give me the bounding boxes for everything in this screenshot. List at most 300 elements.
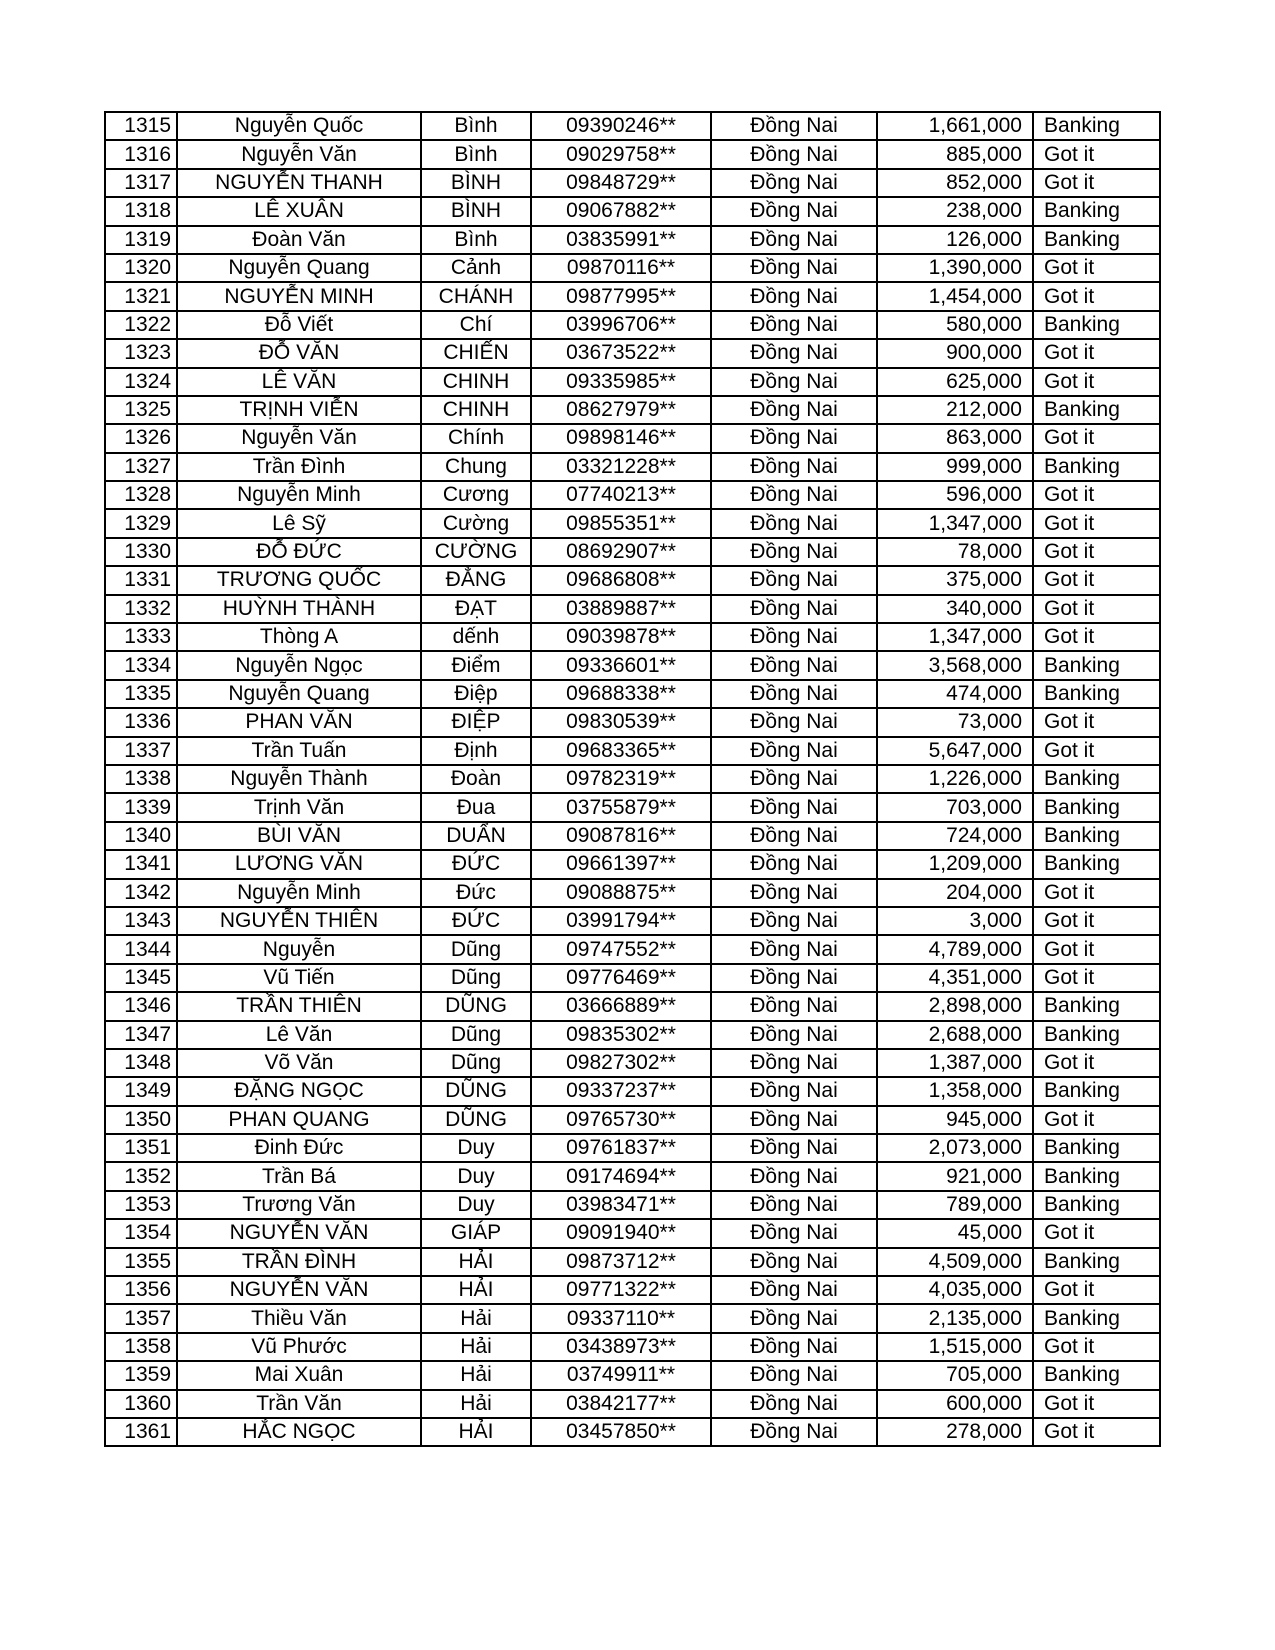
amount-cell: 2,135,000 xyxy=(877,1304,1033,1332)
row-number-cell: 1344 xyxy=(105,935,177,963)
last-name-cell: ĐỖ VĂN xyxy=(177,339,421,367)
amount-cell: 703,000 xyxy=(877,793,1033,821)
status-cell: Got it xyxy=(1033,140,1160,168)
table-row xyxy=(105,708,1160,736)
phone-cell: 03666889** xyxy=(531,992,711,1020)
row-number-cell: 1317 xyxy=(105,169,177,197)
phone-cell: 07740213** xyxy=(531,481,711,509)
last-name-cell: Trần Văn xyxy=(177,1390,421,1418)
row-number-cell: 1332 xyxy=(105,595,177,623)
amount-cell: 1,515,000 xyxy=(877,1333,1033,1361)
first-name-cell: Duy xyxy=(421,1162,531,1190)
table-row xyxy=(105,339,1160,367)
phone-cell: 09336601** xyxy=(531,651,711,679)
amount-cell: 73,000 xyxy=(877,708,1033,736)
last-name-cell: Nguyễn Văn xyxy=(177,424,421,452)
province-cell: Đồng Nai xyxy=(711,992,877,1020)
phone-cell: 09771322** xyxy=(531,1276,711,1304)
row-number-cell: 1352 xyxy=(105,1162,177,1190)
province-cell: Đồng Nai xyxy=(711,424,877,452)
status-cell: Banking xyxy=(1033,680,1160,708)
table-row xyxy=(105,453,1160,481)
table-row xyxy=(105,651,1160,679)
status-cell: Got it xyxy=(1033,368,1160,396)
first-name-cell: Cảnh xyxy=(421,254,531,282)
row-number-cell: 1315 xyxy=(105,112,177,140)
province-cell: Đồng Nai xyxy=(711,481,877,509)
first-name-cell: Hải xyxy=(421,1361,531,1389)
row-number-cell: 1337 xyxy=(105,737,177,765)
amount-cell: 4,509,000 xyxy=(877,1248,1033,1276)
row-number-cell: 1328 xyxy=(105,481,177,509)
amount-cell: 724,000 xyxy=(877,822,1033,850)
first-name-cell: Cường xyxy=(421,509,531,537)
phone-cell: 09855351** xyxy=(531,509,711,537)
row-number-cell: 1318 xyxy=(105,197,177,225)
province-cell: Đồng Nai xyxy=(711,538,877,566)
last-name-cell: PHAN QUANG xyxy=(177,1106,421,1134)
first-name-cell: Hải xyxy=(421,1304,531,1332)
province-cell: Đồng Nai xyxy=(711,1304,877,1332)
status-cell: Banking xyxy=(1033,1361,1160,1389)
table-row xyxy=(105,254,1160,282)
first-name-cell: CHÁNH xyxy=(421,282,531,310)
last-name-cell: Nguyễn Quốc xyxy=(177,112,421,140)
first-name-cell: Chí xyxy=(421,311,531,339)
last-name-cell: NGUYỄN VĂN xyxy=(177,1276,421,1304)
status-cell: Banking xyxy=(1033,992,1160,1020)
province-cell: Đồng Nai xyxy=(711,197,877,225)
status-cell: Got it xyxy=(1033,907,1160,935)
province-cell: Đồng Nai xyxy=(711,1134,877,1162)
province-cell: Đồng Nai xyxy=(711,112,877,140)
phone-cell: 09039878** xyxy=(531,623,711,651)
status-cell: Got it xyxy=(1033,282,1160,310)
table-row xyxy=(105,1049,1160,1077)
status-cell: Got it xyxy=(1033,1106,1160,1134)
last-name-cell: Trần Bá xyxy=(177,1162,421,1190)
province-cell: Đồng Nai xyxy=(711,1333,877,1361)
table-row xyxy=(105,311,1160,339)
status-cell: Banking xyxy=(1033,1191,1160,1219)
status-cell: Got it xyxy=(1033,339,1160,367)
first-name-cell: ĐẠT xyxy=(421,595,531,623)
status-cell: Banking xyxy=(1033,765,1160,793)
province-cell: Đồng Nai xyxy=(711,339,877,367)
table-row xyxy=(105,1248,1160,1276)
status-cell: Banking xyxy=(1033,112,1160,140)
table-row xyxy=(105,765,1160,793)
province-cell: Đồng Nai xyxy=(711,169,877,197)
table-row xyxy=(105,623,1160,651)
row-number-cell: 1324 xyxy=(105,368,177,396)
first-name-cell: Cương xyxy=(421,481,531,509)
last-name-cell: Nguyễn Văn xyxy=(177,140,421,168)
first-name-cell: BÌNH xyxy=(421,197,531,225)
table-row xyxy=(105,1219,1160,1247)
amount-cell: 45,000 xyxy=(877,1219,1033,1247)
row-number-cell: 1359 xyxy=(105,1361,177,1389)
row-number-cell: 1333 xyxy=(105,623,177,651)
phone-cell: 03755879** xyxy=(531,793,711,821)
province-cell: Đồng Nai xyxy=(711,1049,877,1077)
province-cell: Đồng Nai xyxy=(711,566,877,594)
first-name-cell: Dũng xyxy=(421,1021,531,1049)
amount-cell: 278,000 xyxy=(877,1418,1033,1446)
phone-cell: 09337237** xyxy=(531,1077,711,1105)
amount-cell: 945,000 xyxy=(877,1106,1033,1134)
status-cell: Got it xyxy=(1033,1390,1160,1418)
records-body xyxy=(105,112,1160,1446)
phone-cell: 03835991** xyxy=(531,226,711,254)
phone-cell: 09873712** xyxy=(531,1248,711,1276)
phone-cell: 09174694** xyxy=(531,1162,711,1190)
phone-cell: 09029758** xyxy=(531,140,711,168)
row-number-cell: 1338 xyxy=(105,765,177,793)
table-row xyxy=(105,1333,1160,1361)
last-name-cell: NGUYỄN MINH xyxy=(177,282,421,310)
phone-cell: 09390246** xyxy=(531,112,711,140)
row-number-cell: 1357 xyxy=(105,1304,177,1332)
status-cell: Got it xyxy=(1033,1333,1160,1361)
table-row xyxy=(105,1134,1160,1162)
last-name-cell: ĐẶNG NGỌC xyxy=(177,1077,421,1105)
first-name-cell: CHINH xyxy=(421,396,531,424)
phone-cell: 08692907** xyxy=(531,538,711,566)
last-name-cell: Trương Văn xyxy=(177,1191,421,1219)
status-cell: Banking xyxy=(1033,651,1160,679)
status-cell: Banking xyxy=(1033,1162,1160,1190)
amount-cell: 1,209,000 xyxy=(877,850,1033,878)
last-name-cell: Trịnh Văn xyxy=(177,793,421,821)
amount-cell: 999,000 xyxy=(877,453,1033,481)
province-cell: Đồng Nai xyxy=(711,1106,877,1134)
last-name-cell: Trần Tuấn xyxy=(177,737,421,765)
phone-cell: 09870116** xyxy=(531,254,711,282)
province-cell: Đồng Nai xyxy=(711,1219,877,1247)
table-row xyxy=(105,1106,1160,1134)
amount-cell: 5,647,000 xyxy=(877,737,1033,765)
status-cell: Banking xyxy=(1033,1248,1160,1276)
province-cell: Đồng Nai xyxy=(711,509,877,537)
first-name-cell: Dũng xyxy=(421,964,531,992)
first-name-cell: HẢI xyxy=(421,1248,531,1276)
amount-cell: 863,000 xyxy=(877,424,1033,452)
first-name-cell: DUẨN xyxy=(421,822,531,850)
amount-cell: 2,688,000 xyxy=(877,1021,1033,1049)
first-name-cell: CƯỜNG xyxy=(421,538,531,566)
amount-cell: 1,347,000 xyxy=(877,623,1033,651)
phone-cell: 03673522** xyxy=(531,339,711,367)
phone-cell: 03438973** xyxy=(531,1333,711,1361)
row-number-cell: 1326 xyxy=(105,424,177,452)
amount-cell: 852,000 xyxy=(877,169,1033,197)
province-cell: Đồng Nai xyxy=(711,1191,877,1219)
table-row xyxy=(105,282,1160,310)
status-cell: Got it xyxy=(1033,708,1160,736)
table-row xyxy=(105,793,1160,821)
province-cell: Đồng Nai xyxy=(711,623,877,651)
phone-cell: 09688338** xyxy=(531,680,711,708)
table-row xyxy=(105,1418,1160,1446)
status-cell: Got it xyxy=(1033,254,1160,282)
phone-cell: 03457850** xyxy=(531,1418,711,1446)
last-name-cell: NGUYỄN THIÊN xyxy=(177,907,421,935)
status-cell: Banking xyxy=(1033,226,1160,254)
phone-cell: 03889887** xyxy=(531,595,711,623)
row-number-cell: 1353 xyxy=(105,1191,177,1219)
table-row xyxy=(105,992,1160,1020)
phone-cell: 09686808** xyxy=(531,566,711,594)
last-name-cell: Nguyễn Minh xyxy=(177,481,421,509)
amount-cell: 4,351,000 xyxy=(877,964,1033,992)
amount-cell: 600,000 xyxy=(877,1390,1033,1418)
first-name-cell: Chính xyxy=(421,424,531,452)
first-name-cell: Đoàn xyxy=(421,765,531,793)
table-row xyxy=(105,396,1160,424)
province-cell: Đồng Nai xyxy=(711,1361,877,1389)
amount-cell: 4,789,000 xyxy=(877,935,1033,963)
table-row xyxy=(105,509,1160,537)
first-name-cell: ĐIỆP xyxy=(421,708,531,736)
amount-cell: 4,035,000 xyxy=(877,1276,1033,1304)
amount-cell: 1,226,000 xyxy=(877,765,1033,793)
province-cell: Đồng Nai xyxy=(711,1162,877,1190)
last-name-cell: Thiều Văn xyxy=(177,1304,421,1332)
first-name-cell: ĐỨC xyxy=(421,907,531,935)
records-table xyxy=(104,111,1161,1447)
table-row xyxy=(105,226,1160,254)
last-name-cell: Mai Xuân xyxy=(177,1361,421,1389)
last-name-cell: Đỗ Viết xyxy=(177,311,421,339)
table-row xyxy=(105,1390,1160,1418)
table-row xyxy=(105,907,1160,935)
table-row xyxy=(105,368,1160,396)
province-cell: Đồng Nai xyxy=(711,708,877,736)
status-cell: Got it xyxy=(1033,566,1160,594)
row-number-cell: 1316 xyxy=(105,140,177,168)
row-number-cell: 1321 xyxy=(105,282,177,310)
province-cell: Đồng Nai xyxy=(711,765,877,793)
table-row xyxy=(105,850,1160,878)
amount-cell: 596,000 xyxy=(877,481,1033,509)
last-name-cell: Nguyễn Ngọc xyxy=(177,651,421,679)
first-name-cell: Chung xyxy=(421,453,531,481)
row-number-cell: 1339 xyxy=(105,793,177,821)
first-name-cell: GIÁP xyxy=(421,1219,531,1247)
last-name-cell: Đoàn Văn xyxy=(177,226,421,254)
table-row xyxy=(105,1361,1160,1389)
amount-cell: 580,000 xyxy=(877,311,1033,339)
first-name-cell: CHIẾN xyxy=(421,339,531,367)
row-number-cell: 1361 xyxy=(105,1418,177,1446)
first-name-cell: DŨNG xyxy=(421,992,531,1020)
last-name-cell: TRƯƠNG QUỐC xyxy=(177,566,421,594)
province-cell: Đồng Nai xyxy=(711,907,877,935)
province-cell: Đồng Nai xyxy=(711,651,877,679)
amount-cell: 1,347,000 xyxy=(877,509,1033,537)
last-name-cell: PHAN VĂN xyxy=(177,708,421,736)
phone-cell: 09830539** xyxy=(531,708,711,736)
first-name-cell: dếnh xyxy=(421,623,531,651)
last-name-cell: Lê Sỹ xyxy=(177,509,421,537)
status-cell: Got it xyxy=(1033,538,1160,566)
status-cell: Got it xyxy=(1033,935,1160,963)
province-cell: Đồng Nai xyxy=(711,964,877,992)
province-cell: Đồng Nai xyxy=(711,680,877,708)
amount-cell: 625,000 xyxy=(877,368,1033,396)
amount-cell: 78,000 xyxy=(877,538,1033,566)
first-name-cell: DŨNG xyxy=(421,1106,531,1134)
first-name-cell: Đua xyxy=(421,793,531,821)
last-name-cell: ĐỖ ĐỨC xyxy=(177,538,421,566)
phone-cell: 03983471** xyxy=(531,1191,711,1219)
row-number-cell: 1358 xyxy=(105,1333,177,1361)
first-name-cell: HẢI xyxy=(421,1276,531,1304)
table-row xyxy=(105,197,1160,225)
table-row xyxy=(105,566,1160,594)
row-number-cell: 1329 xyxy=(105,509,177,537)
last-name-cell: Nguyễn Quang xyxy=(177,254,421,282)
province-cell: Đồng Nai xyxy=(711,1248,877,1276)
table-row xyxy=(105,1276,1160,1304)
phone-cell: 09877995** xyxy=(531,282,711,310)
table-row xyxy=(105,481,1160,509)
phone-cell: 09335985** xyxy=(531,368,711,396)
status-cell: Banking xyxy=(1033,197,1160,225)
province-cell: Đồng Nai xyxy=(711,1418,877,1446)
province-cell: Đồng Nai xyxy=(711,140,877,168)
province-cell: Đồng Nai xyxy=(711,737,877,765)
amount-cell: 885,000 xyxy=(877,140,1033,168)
row-number-cell: 1340 xyxy=(105,822,177,850)
row-number-cell: 1356 xyxy=(105,1276,177,1304)
province-cell: Đồng Nai xyxy=(711,595,877,623)
last-name-cell: TRẦN ĐÌNH xyxy=(177,1248,421,1276)
amount-cell: 2,898,000 xyxy=(877,992,1033,1020)
last-name-cell: TRỊNH VIỄN xyxy=(177,396,421,424)
table-row xyxy=(105,424,1160,452)
amount-cell: 126,000 xyxy=(877,226,1033,254)
last-name-cell: Nguyễn Minh xyxy=(177,879,421,907)
last-name-cell: TRẦN THIÊN xyxy=(177,992,421,1020)
row-number-cell: 1319 xyxy=(105,226,177,254)
phone-cell: 08627979** xyxy=(531,396,711,424)
first-name-cell: Dũng xyxy=(421,1049,531,1077)
row-number-cell: 1323 xyxy=(105,339,177,367)
status-cell: Banking xyxy=(1033,850,1160,878)
last-name-cell: Nguyễn Quang xyxy=(177,680,421,708)
status-cell: Banking xyxy=(1033,1021,1160,1049)
row-number-cell: 1360 xyxy=(105,1390,177,1418)
amount-cell: 340,000 xyxy=(877,595,1033,623)
row-number-cell: 1320 xyxy=(105,254,177,282)
last-name-cell: Vũ Phước xyxy=(177,1333,421,1361)
phone-cell: 09848729** xyxy=(531,169,711,197)
amount-cell: 1,661,000 xyxy=(877,112,1033,140)
status-cell: Got it xyxy=(1033,1276,1160,1304)
province-cell: Đồng Nai xyxy=(711,822,877,850)
phone-cell: 09661397** xyxy=(531,850,711,878)
amount-cell: 1,387,000 xyxy=(877,1049,1033,1077)
status-cell: Banking xyxy=(1033,793,1160,821)
table-row xyxy=(105,112,1160,140)
province-cell: Đồng Nai xyxy=(711,368,877,396)
table-row xyxy=(105,1021,1160,1049)
first-name-cell: HẢI xyxy=(421,1418,531,1446)
row-number-cell: 1347 xyxy=(105,1021,177,1049)
row-number-cell: 1346 xyxy=(105,992,177,1020)
province-cell: Đồng Nai xyxy=(711,793,877,821)
amount-cell: 3,000 xyxy=(877,907,1033,935)
status-cell: Got it xyxy=(1033,595,1160,623)
table-row xyxy=(105,169,1160,197)
row-number-cell: 1348 xyxy=(105,1049,177,1077)
last-name-cell: Thòng A xyxy=(177,623,421,651)
row-number-cell: 1335 xyxy=(105,680,177,708)
last-name-cell: NGUYỄN VĂN xyxy=(177,1219,421,1247)
status-cell: Got it xyxy=(1033,737,1160,765)
phone-cell: 09761837** xyxy=(531,1134,711,1162)
phone-cell: 09835302** xyxy=(531,1021,711,1049)
first-name-cell: ĐỨC xyxy=(421,850,531,878)
last-name-cell: Võ Văn xyxy=(177,1049,421,1077)
status-cell: Got it xyxy=(1033,424,1160,452)
table-row xyxy=(105,822,1160,850)
amount-cell: 2,073,000 xyxy=(877,1134,1033,1162)
amount-cell: 238,000 xyxy=(877,197,1033,225)
amount-cell: 204,000 xyxy=(877,879,1033,907)
province-cell: Đồng Nai xyxy=(711,1021,877,1049)
table-row xyxy=(105,538,1160,566)
status-cell: Banking xyxy=(1033,453,1160,481)
first-name-cell: BÌNH xyxy=(421,169,531,197)
row-number-cell: 1349 xyxy=(105,1077,177,1105)
first-name-cell: CHINH xyxy=(421,368,531,396)
phone-cell: 09337110** xyxy=(531,1304,711,1332)
last-name-cell: Trần Đình xyxy=(177,453,421,481)
amount-cell: 474,000 xyxy=(877,680,1033,708)
province-cell: Đồng Nai xyxy=(711,311,877,339)
table-row xyxy=(105,140,1160,168)
status-cell: Banking xyxy=(1033,822,1160,850)
table-row xyxy=(105,680,1160,708)
phone-cell: 09765730** xyxy=(531,1106,711,1134)
last-name-cell: LÊ XUÂN xyxy=(177,197,421,225)
phone-cell: 03996706** xyxy=(531,311,711,339)
phone-cell: 09782319** xyxy=(531,765,711,793)
last-name-cell: Nguyễn Thành xyxy=(177,765,421,793)
row-number-cell: 1350 xyxy=(105,1106,177,1134)
phone-cell: 09747552** xyxy=(531,935,711,963)
province-cell: Đồng Nai xyxy=(711,282,877,310)
province-cell: Đồng Nai xyxy=(711,226,877,254)
first-name-cell: Hải xyxy=(421,1333,531,1361)
status-cell: Got it xyxy=(1033,1219,1160,1247)
status-cell: Banking xyxy=(1033,1077,1160,1105)
status-cell: Banking xyxy=(1033,1134,1160,1162)
phone-cell: 09091940** xyxy=(531,1219,711,1247)
first-name-cell: Định xyxy=(421,737,531,765)
phone-cell: 03842177** xyxy=(531,1390,711,1418)
row-number-cell: 1331 xyxy=(105,566,177,594)
row-number-cell: 1336 xyxy=(105,708,177,736)
row-number-cell: 1345 xyxy=(105,964,177,992)
province-cell: Đồng Nai xyxy=(711,850,877,878)
first-name-cell: Đức xyxy=(421,879,531,907)
status-cell: Banking xyxy=(1033,311,1160,339)
row-number-cell: 1342 xyxy=(105,879,177,907)
